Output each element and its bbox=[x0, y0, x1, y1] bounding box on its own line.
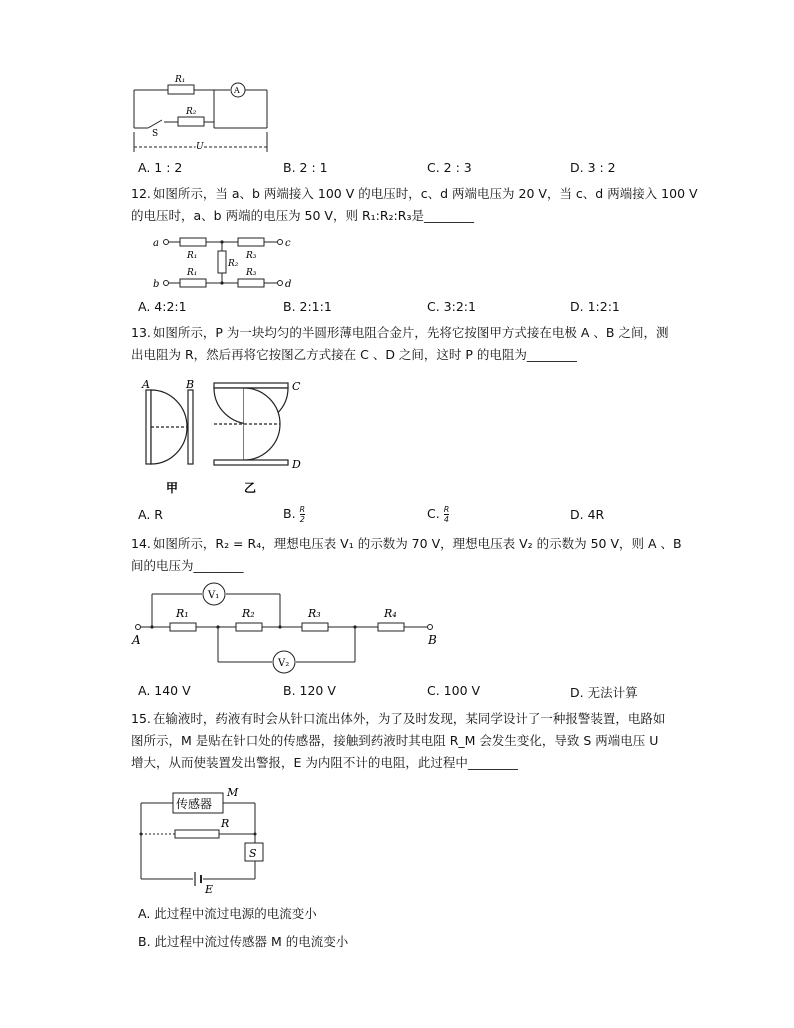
q15-question bbox=[131, 708, 711, 774]
q15-text-line3: 增大，从而使装置发出警报，E 为内阻不计的电阻，此过程中________ bbox=[131, 755, 518, 770]
q12-circuit-diagram bbox=[150, 233, 300, 293]
q12-terminal-b: b bbox=[153, 279, 160, 290]
q12-r1-bottom-label: R₁ bbox=[187, 268, 198, 278]
q13-option-b-fraction: $\frac{R}{2}$ bbox=[299, 505, 306, 524]
q13-option-c-fraction: $\frac{R}{4}$ bbox=[443, 505, 450, 524]
q15-text-line1: 15. 在输液时，药液有时会从针口流出体外，为了及时发现，某同学设计了一种报警装置，电路如 bbox=[131, 711, 666, 726]
q14-r4-label: R₄ bbox=[384, 607, 397, 620]
q14-number: 14. bbox=[131, 536, 151, 551]
q13-figure1-caption: 甲 bbox=[166, 481, 179, 495]
q15-s-label: S bbox=[249, 847, 257, 860]
q11-option-d[interactable]: D. 3 : 2 bbox=[570, 160, 616, 175]
q12-r3-bottom-label: R₃ bbox=[246, 268, 257, 278]
q14-terminal-b: B bbox=[428, 633, 437, 647]
q13-number: 13. bbox=[131, 325, 151, 340]
q11-voltage-label: U bbox=[196, 142, 204, 152]
q11-options bbox=[138, 160, 718, 178]
q14-r2-label: R₂ bbox=[242, 607, 255, 620]
q12-question bbox=[131, 183, 711, 227]
q14-v1-label: V₁ bbox=[208, 590, 220, 601]
q13-question bbox=[131, 322, 711, 366]
q12-r1-top-label: R₁ bbox=[187, 251, 198, 261]
q14-text-line1: 14. 如图所示，R₂ = R₄，理想电压表 V₁ 的示数为 70 V，理想电压表 V₂ 的示数为 50 V，则 A 、B bbox=[131, 536, 682, 551]
q13-electrode-a: A bbox=[142, 378, 150, 391]
q12-option-d[interactable]: D. 1:2:1 bbox=[570, 299, 620, 314]
q14-options bbox=[138, 683, 718, 701]
q14-option-b[interactable]: B. 120 V bbox=[283, 683, 336, 698]
q11-r2-label: R₂ bbox=[186, 107, 197, 117]
q13-electrode-b: B bbox=[186, 378, 195, 391]
q11-option-a[interactable]: A. 1 : 2 bbox=[138, 160, 183, 175]
q15-number: 15. bbox=[131, 711, 151, 726]
q14-option-d[interactable]: D. 无法计算 bbox=[570, 685, 638, 700]
q12-terminal-a: a bbox=[153, 238, 159, 249]
q13-options bbox=[138, 505, 718, 527]
q13-electrode-c: C bbox=[292, 380, 301, 393]
q15-r-label: R bbox=[221, 817, 230, 830]
q15-text-line2: 图所示，M 是贴在针口处的传感器，接触到药液时其电阻 R_M 会发生变化，导致 S 两端电压 U bbox=[131, 733, 659, 748]
q11-option-c[interactable]: C. 2 : 3 bbox=[427, 160, 472, 175]
q14-text-line2: 间的电压为________ bbox=[131, 558, 244, 573]
q12-text-line2: 的电压时，a、b 两端的电压为 50 V，则 R₁:R₂:R₃是________ bbox=[131, 208, 474, 223]
q12-r3-top-label: R₃ bbox=[246, 251, 257, 261]
q13-option-a[interactable]: A. R bbox=[138, 507, 163, 522]
q12-r2-label: R₂ bbox=[228, 259, 239, 269]
q15-option-b[interactable]: B. 此过程中流过传感器 M 的电流变小 bbox=[138, 934, 349, 949]
q12-option-b[interactable]: B. 2:1:1 bbox=[283, 299, 332, 314]
q12-terminal-c: c bbox=[285, 238, 291, 249]
q14-option-c[interactable]: C. 100 V bbox=[427, 683, 481, 698]
q11-ammeter-label: A bbox=[234, 86, 240, 95]
q12-option-c[interactable]: C. 3:2:1 bbox=[427, 299, 476, 314]
q13-option-b[interactable]: B. $\frac{R}{2}$ bbox=[283, 505, 306, 524]
q14-v2-label: V₂ bbox=[278, 658, 290, 669]
q13-text-line1: 13. 如图所示，P 为一块均匀的半圆形薄电阻合金片，先将它按图甲方式接在电极 A 、B 之间，测 bbox=[131, 325, 669, 340]
q11-r1-label: R₁ bbox=[175, 75, 186, 85]
q11-switch-label: S bbox=[152, 129, 159, 139]
q14-circuit-diagram bbox=[130, 580, 440, 676]
q12-text-line1: 12. 如图所示，当 a、b 两端接入 100 V 的电压时，c、d 两端电压为 20 V，当 c、d 两端接入 100 V bbox=[131, 186, 698, 201]
q15-option-a[interactable]: A. 此过程中流过电源的电流变小 bbox=[138, 906, 317, 921]
q14-option-a[interactable]: A. 140 V bbox=[138, 683, 191, 698]
q13-option-c[interactable]: C. $\frac{R}{4}$ bbox=[427, 505, 450, 524]
q11-circuit-diagram bbox=[130, 72, 275, 154]
q13-option-d[interactable]: D. 4R bbox=[570, 507, 605, 522]
q12-number: 12. bbox=[131, 186, 151, 201]
q11-option-b[interactable]: B. 2 : 1 bbox=[283, 160, 328, 175]
q15-sensor-label: 传感器 bbox=[176, 797, 213, 811]
q14-question bbox=[131, 533, 711, 577]
q12-option-a[interactable]: A. 4:2:1 bbox=[138, 299, 187, 314]
q13-figure2-caption: 乙 bbox=[244, 481, 257, 495]
q14-terminal-a: A bbox=[132, 633, 141, 647]
q13-figure bbox=[140, 378, 305, 498]
q15-e-label: E bbox=[205, 883, 214, 895]
q12-options bbox=[138, 299, 718, 317]
q14-r3-label: R₃ bbox=[308, 607, 321, 620]
q13-text-line2: 出电阻为 R，然后再将它按图乙方式接在 C 、D 之间，这时 P 的电阻为________ bbox=[131, 347, 577, 362]
q15-circuit-diagram bbox=[135, 783, 270, 895]
q13-electrode-d: D bbox=[292, 458, 301, 471]
q14-r1-label: R₁ bbox=[176, 607, 189, 620]
q12-terminal-d: d bbox=[285, 279, 292, 290]
q15-m-label: M bbox=[227, 786, 239, 799]
